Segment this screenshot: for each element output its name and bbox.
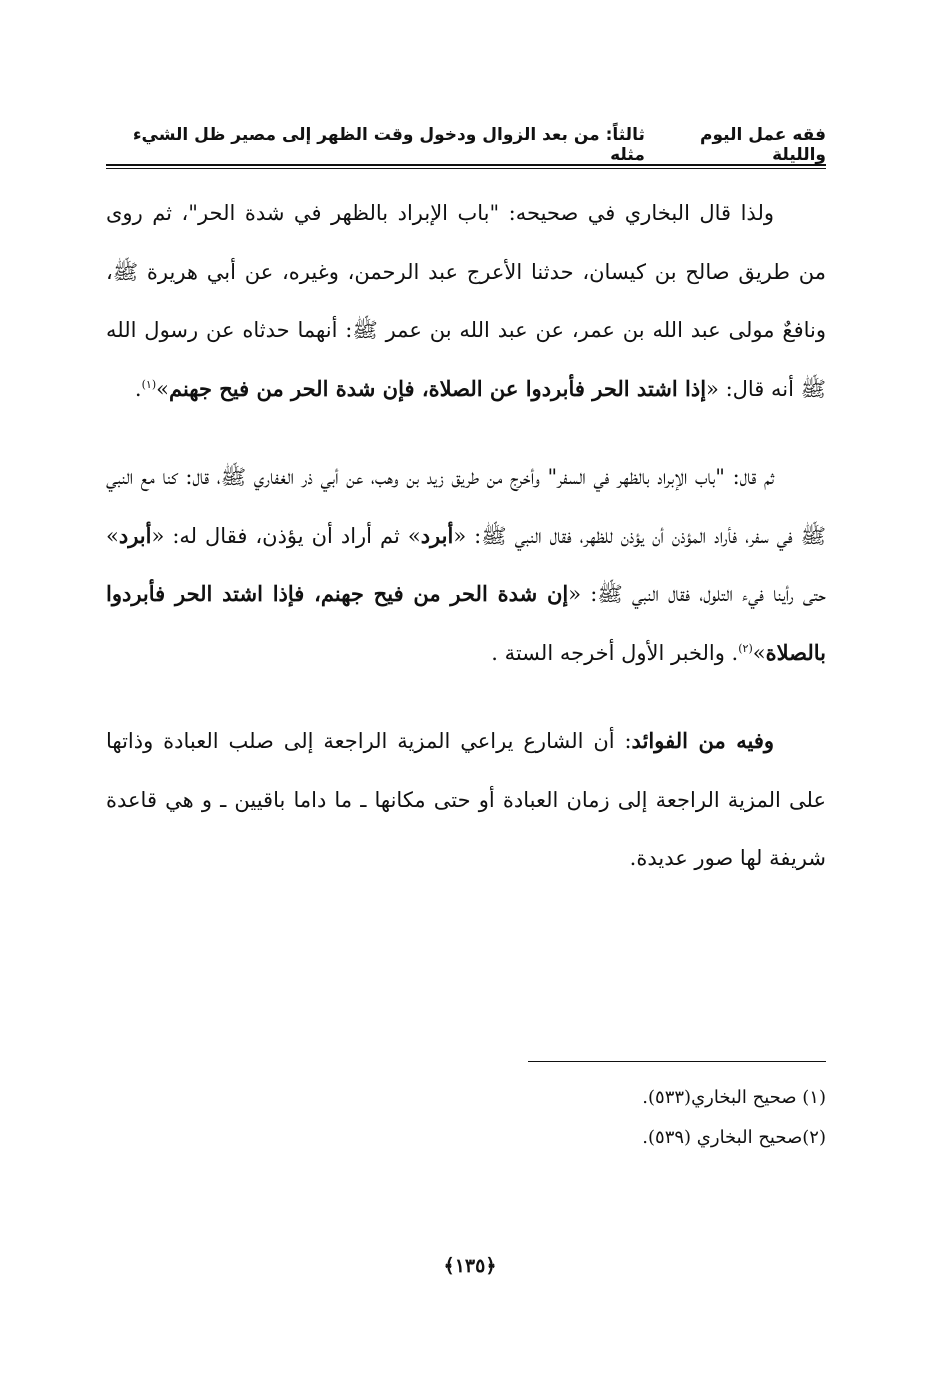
p2-text-a: ثم قال: "باب الإبراد بالظهر في السفر" وأخرج من طريق زيد بن وهب، عن أبي ذر الغفاري ﷺ، قال: كنا مع النبي ﷺ في سفر، فأراد المؤذن أن يؤذن للظهر، فقال النبي ﷺ: «: [106, 465, 826, 548]
p1-hadith-quote: إذا اشتد الحر فأبردوا عن الصلاة، فإن شدة الحر من فيح جهنم: [168, 375, 707, 401]
p2-quote-a: أبرد: [420, 522, 454, 548]
footnote-separator: [528, 1061, 826, 1062]
header-rule: [106, 164, 826, 166]
p2-quote-b: أبرد: [118, 522, 152, 548]
p1-text-b: »: [156, 376, 169, 401]
p2-text-b: » ثم أراد أن يؤذن، فقال له: «: [151, 523, 421, 548]
p2-text-d: »: [752, 640, 766, 665]
p1-text-a: ولذا قال البخاري في صحيحه: "باب الإبراد بالظهر في شدة الحر"، ثم روى من طريق صالح بن كيسان، حدثنا الأعرج عبد الرحمن، وغيره، عن أبي هريرة ﷺ، ونافعٌ مولى عبد الله بن عمر، عن عبد الله بن عمر ﷺ: أنهما حدثاه عن رسول الله ﷺ أنه قال: «: [106, 201, 826, 401]
chapter-title: ثالثاً: من بعد الزوال ودخول وقت الظهر إلى مصير ظل الشيء مثله: [132, 125, 645, 165]
header-rule-thin: [106, 168, 826, 169]
footnotes: [106, 1078, 826, 1158]
footnote-ref-1: (١): [141, 377, 157, 391]
page-number: ﴿١٣٥﴾: [443, 1255, 497, 1277]
p3-text-a: : أن الشارع يراعي المزية الراجعة إلى صلب العبادة وذاتها على المزية الراجعة إلى زمان العبادة أو حتى مكانها ـ ما داما باقيين ـ و هي قاعدة شريفة لها صور عديدة.: [106, 729, 826, 870]
footnote-2: (٢)صحيح البخاري (٥٣٩).: [642, 1127, 826, 1148]
paragraph-1: [106, 184, 826, 418]
paragraph-3: [106, 712, 826, 888]
footnote-ref-2: (٢): [738, 641, 753, 655]
book-title: فقه عمل اليوم والليلة: [700, 125, 826, 165]
running-header: [106, 125, 826, 165]
p2-text-e: . والخبر الأول أخرجه الستة .: [491, 640, 739, 665]
p1-text-c: .: [134, 376, 142, 401]
footnote-1: (١) صحيح البخاري(٥٣٣).: [642, 1087, 826, 1108]
p2-hadith-quote: إن شدة الحر من فيح جهنم، فإذا اشتد الحر فأبردوا بالصلاة: [106, 581, 826, 665]
p3-lead: وفيه من الفوائد: [631, 728, 774, 753]
paragraph-2: [106, 448, 826, 682]
body-text: [106, 184, 826, 888]
p2-text-c: » حتى رأينا فيء التلول، فقال النبي ﷺ: «: [106, 523, 826, 606]
